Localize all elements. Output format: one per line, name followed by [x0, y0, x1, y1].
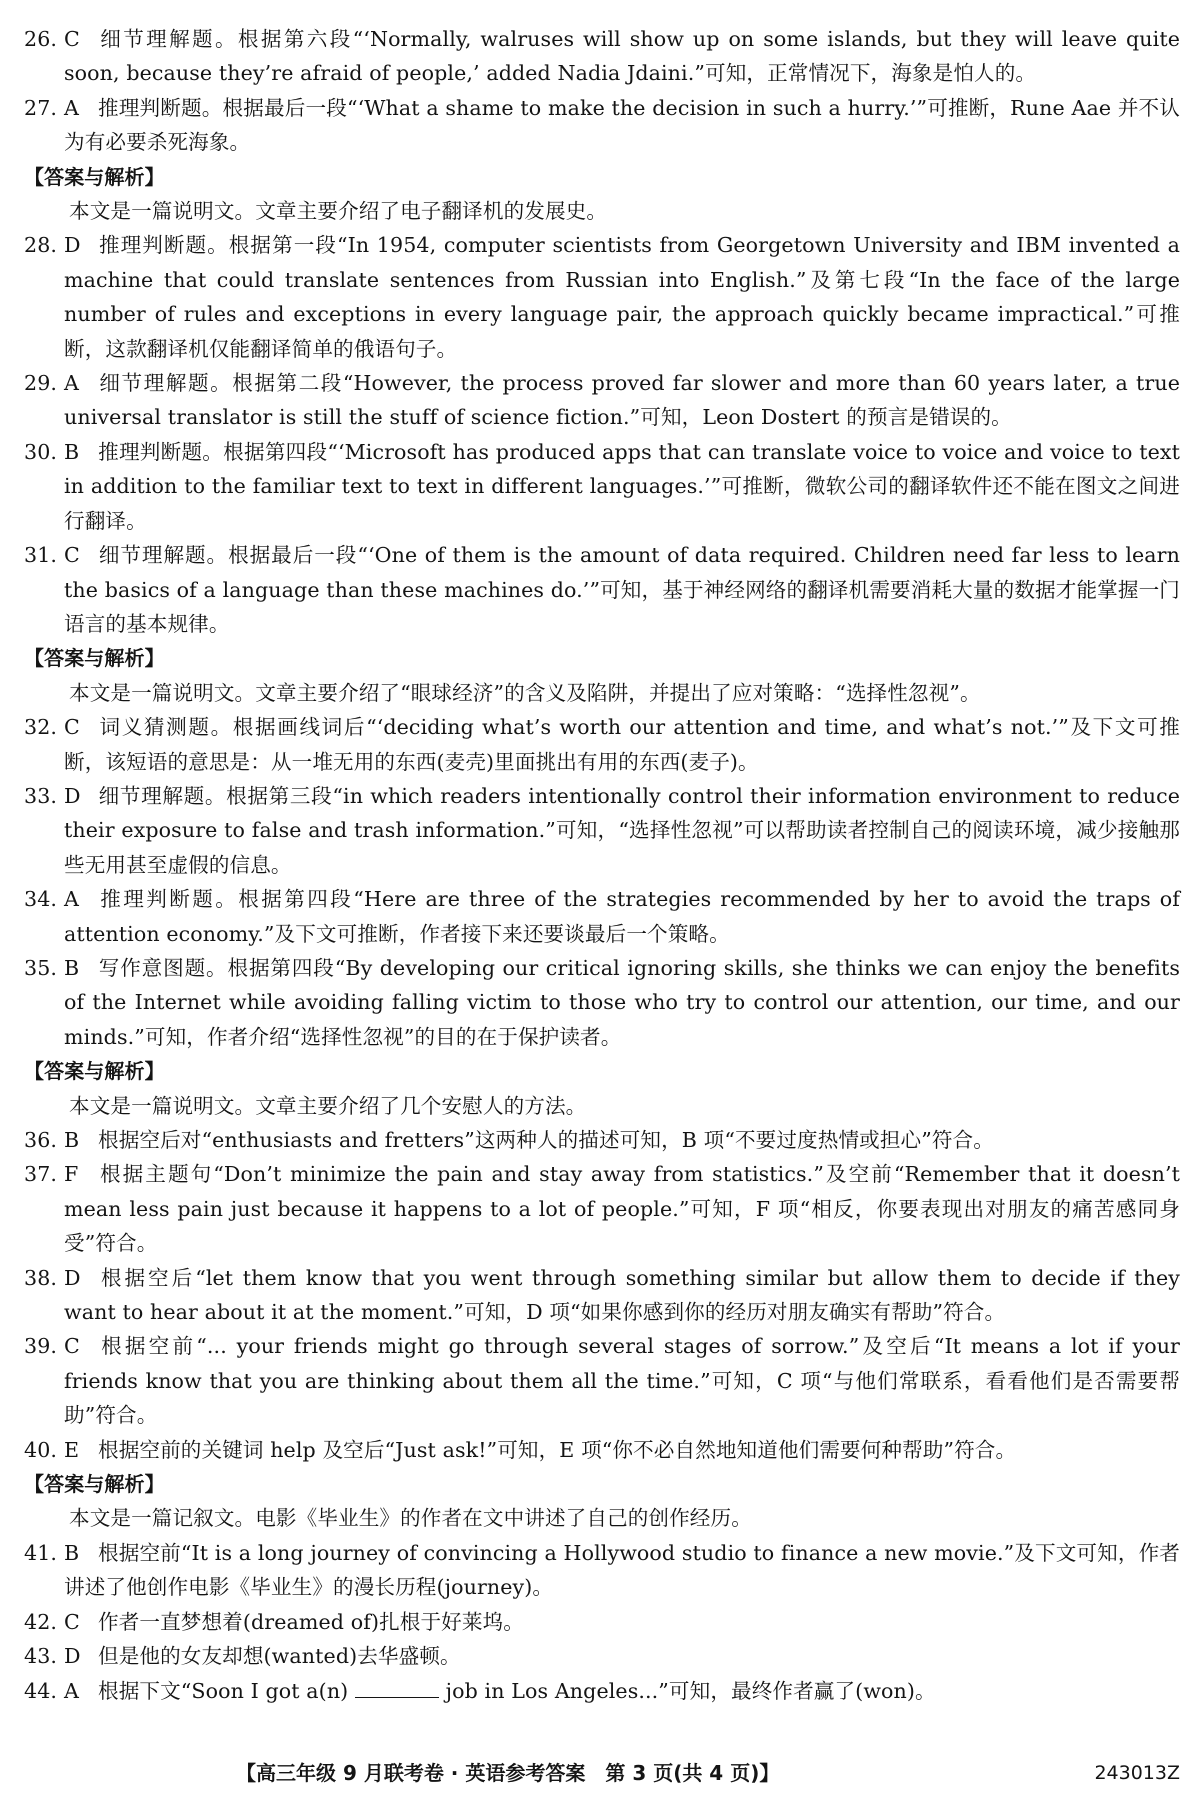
explanation-text: 推理判断题。根据最后一段“‘What a shame to make the decision in such a hurry.’”可推断，Rune Aae 并不认为有必要杀死海象。 [64, 95, 1180, 155]
footer-title: 【高三年级 9 月联考卷 · 英语参考答案 第 3 页(共 4 页)】 [236, 1761, 780, 1785]
answer-item [24, 91, 1180, 160]
answer-item [24, 1329, 1180, 1432]
explanation-text: 推理判断题。根据第一段“In 1954, computer scientists from Georgetown University and IBM invented a machine that could translate sentences from Russian into English.”及第七段“In the face of the large number of rules and exceptions in every language pair, the approach quickly became impractical.”可推断，这款翻译机仅能翻译简单的俄语句子。 [64, 233, 1180, 361]
section-heading: 【答案与解析】 [24, 1472, 165, 1497]
question-number: 40. [24, 1437, 58, 1462]
answer-item [24, 435, 1180, 538]
answer-letter: A [64, 1678, 79, 1703]
answer-letter: A [64, 887, 79, 912]
question-number: 32. [24, 715, 58, 740]
explanation-text: 细节理解题。根据第三段“in which readers intentionally control their information environment to reduce their exposure to false and trash information.”可知，“选择性忽视”可以帮助读者控制自己的阅读环境，减少接触那些无用甚至虚假的信息。 [64, 783, 1180, 877]
explanation-text: 但是他的女友却想(wanted)去华盛顿。 [98, 1644, 461, 1669]
answer-letter: D [64, 1265, 81, 1290]
question-number: 34. [24, 887, 58, 912]
section-heading: 【答案与解析】 [24, 164, 165, 189]
question-number: 39. [24, 1334, 58, 1359]
answer-item [24, 1157, 1180, 1260]
explanation-text: 细节理解题。根据最后一段“‘One of them is the amount of data required. Children need far less to learn the basics of a language than these machines do.’”可知，基于神经网络的翻译机需要消耗大量的数据才能掌握一门语言的基本规律。 [64, 543, 1180, 636]
question-number: 28. [24, 233, 58, 258]
question-number: 26. [24, 27, 58, 51]
explanation-text: 细节理解题。根据第六段“‘Normally, walruses will show up on some islands, but they will leave quite soon, because they’re afraid of people,’ added Nadia Jdaini.”可知，正常情况下，海象是怕人的。 [64, 27, 1180, 86]
answer-letter: A [64, 95, 79, 120]
answer-item [24, 710, 1180, 779]
answer-letter: E [64, 1437, 80, 1462]
question-number: 36. [24, 1128, 58, 1152]
answer-letter: C [64, 543, 80, 568]
answer-letter: B [64, 439, 80, 464]
answer-item [24, 538, 1180, 641]
question-number: 30. [24, 439, 58, 464]
answer-letter: C [64, 27, 80, 51]
answer-item [24, 366, 1180, 435]
explanation-text: 推理判断题。根据第四段“Here are three of the strategies recommended by her to avoid the traps of attention economy.”及下文可推断，作者接下来还要谈最后一个策略。 [64, 887, 1180, 946]
answer-item [24, 951, 1180, 1054]
explanation-text: 写作意图题。根据第四段“By developing our critical ignoring skills, she thinks we can enjoy the benefits of the Internet while avoiding falling victim to those who try to control our attention, our time, and our minds.”可知，作者介绍“选择性忽视”的目的在于保护读者。 [64, 955, 1180, 1049]
explanation-text: 根据空前“... your friends might go through several stages of sorrow.”及空后“It means a lot if your friends know that you are thinking about them all the time.”可知，C 项“与他们常联系，看看他们是否需要帮助”符合。 [64, 1334, 1180, 1428]
section-heading: 【答案与解析】 [24, 646, 165, 671]
answer-document [24, 22, 1180, 1708]
explanation-text: 根据空前“It is a long journey of convincing a Hollywood studio to finance a new movie.”及下文可知，作者讲述了他创作电影《毕业生》的漫长历程(journey)。 [64, 1540, 1180, 1600]
answer-letter: A [64, 371, 79, 396]
passage-summary: 本文是一篇记叙文。电影《毕业生》的作者在文中讲述了自己的创作经历。 [69, 1506, 752, 1531]
question-number: 38. [24, 1265, 58, 1290]
answer-letter: D [64, 1644, 81, 1669]
answer-letter: D [64, 233, 81, 258]
explanation-text: 细节理解题。根据第二段“However, the process proved far slower and more than 60 years later, a true universal translator is still the stuff of science fiction.”可知，Leon Dostert 的预言是错误的。 [64, 371, 1180, 430]
answer-item [24, 228, 1180, 366]
answer-item [24, 22, 1180, 91]
question-number: 31. [24, 543, 58, 568]
answer-item [24, 779, 1180, 882]
answer-blank [355, 1677, 439, 1698]
answer-item [24, 1536, 1180, 1605]
question-number: 27. [24, 95, 58, 120]
question-number: 29. [24, 371, 58, 396]
answer-item [24, 1261, 1180, 1330]
answer-item [24, 1639, 1180, 1673]
section-heading: 【答案与解析】 [24, 1059, 165, 1084]
question-number: 43. [24, 1644, 58, 1669]
explanation-text: 根据空后“let them know that you went through something similar but allow them to decide if they want to hear about it at the moment.”可知，D 项“如果你感到你的经历对朋友确实有帮助”符合。 [64, 1265, 1180, 1325]
explanation-text: 根据空后对“enthusiasts and fretters”这两种人的描述可知，B 项“不要过度热情或担心”符合。 [98, 1128, 994, 1152]
explanation-text: 推理判断题。根据第四段“‘Microsoft has produced apps that can translate voice to voice and voice to text in addition to the familiar text to text in different languages.’”可推断，微软公司的翻译软件还不能在图文之间进行翻译。 [64, 439, 1180, 533]
footer-code: 243013Z [1094, 1762, 1180, 1784]
answer-letter: C [64, 715, 80, 740]
question-number: 33. [24, 783, 58, 808]
explanation-text: job in Los Angeles...”可知，最终作者赢了(won)。 [445, 1678, 936, 1703]
answer-letter: B [64, 955, 80, 980]
passage-summary: 本文是一篇说明文。文章主要介绍了几个安慰人的方法。 [69, 1093, 587, 1118]
explanation-text: 根据空前的关键词 help 及空后“Just ask!”可知，E 项“你不必自然地知道他们需要何种帮助”符合。 [98, 1437, 1017, 1462]
passage-summary: 本文是一篇说明文。文章主要介绍了“眼球经济”的含义及陷阱，并提出了应对策略：“选择性忽视”。 [69, 680, 981, 705]
answer-letter: B [64, 1540, 80, 1565]
answer-item [24, 1433, 1180, 1467]
explanation-text: 作者一直梦想着(dreamed of)扎根于好莱坞。 [98, 1609, 524, 1634]
question-number: 44. [24, 1678, 58, 1703]
explanation-text: 根据下文“Soon I got a(n) [98, 1678, 349, 1703]
answer-item [24, 882, 1180, 951]
question-number: 42. [24, 1609, 58, 1634]
answer-letter: B [64, 1128, 80, 1152]
answer-item [24, 1605, 1180, 1639]
answer-letter: D [64, 783, 81, 808]
page-footer [0, 1756, 1200, 1790]
answer-letter: F [64, 1162, 79, 1187]
question-number: 41. [24, 1540, 58, 1565]
passage-summary: 本文是一篇说明文。文章主要介绍了电子翻译机的发展史。 [69, 199, 608, 224]
explanation-text: 词义猜测题。根据画线词后“‘deciding what’s worth our attention and time, and what’s not.’”及下文可推断，该短语的意思是：从一堆无用的东西(麦壳)里面挑出有用的东西(麦子)。 [64, 715, 1180, 774]
question-number: 37. [24, 1162, 58, 1187]
question-number: 35. [24, 955, 58, 980]
explanation-text: 根据主题句“Don’t minimize the pain and stay away from statistics.”及空前“Remember that it doesn’t mean less pain just because it happens to a lot of people.”可知，F 项“相反，你要表现出对朋友的痛苦感同身受”符合。 [64, 1162, 1180, 1256]
answer-item [24, 1674, 1180, 1708]
answer-letter: C [64, 1609, 80, 1634]
answer-item [24, 1123, 1180, 1157]
answer-letter: C [64, 1334, 80, 1359]
